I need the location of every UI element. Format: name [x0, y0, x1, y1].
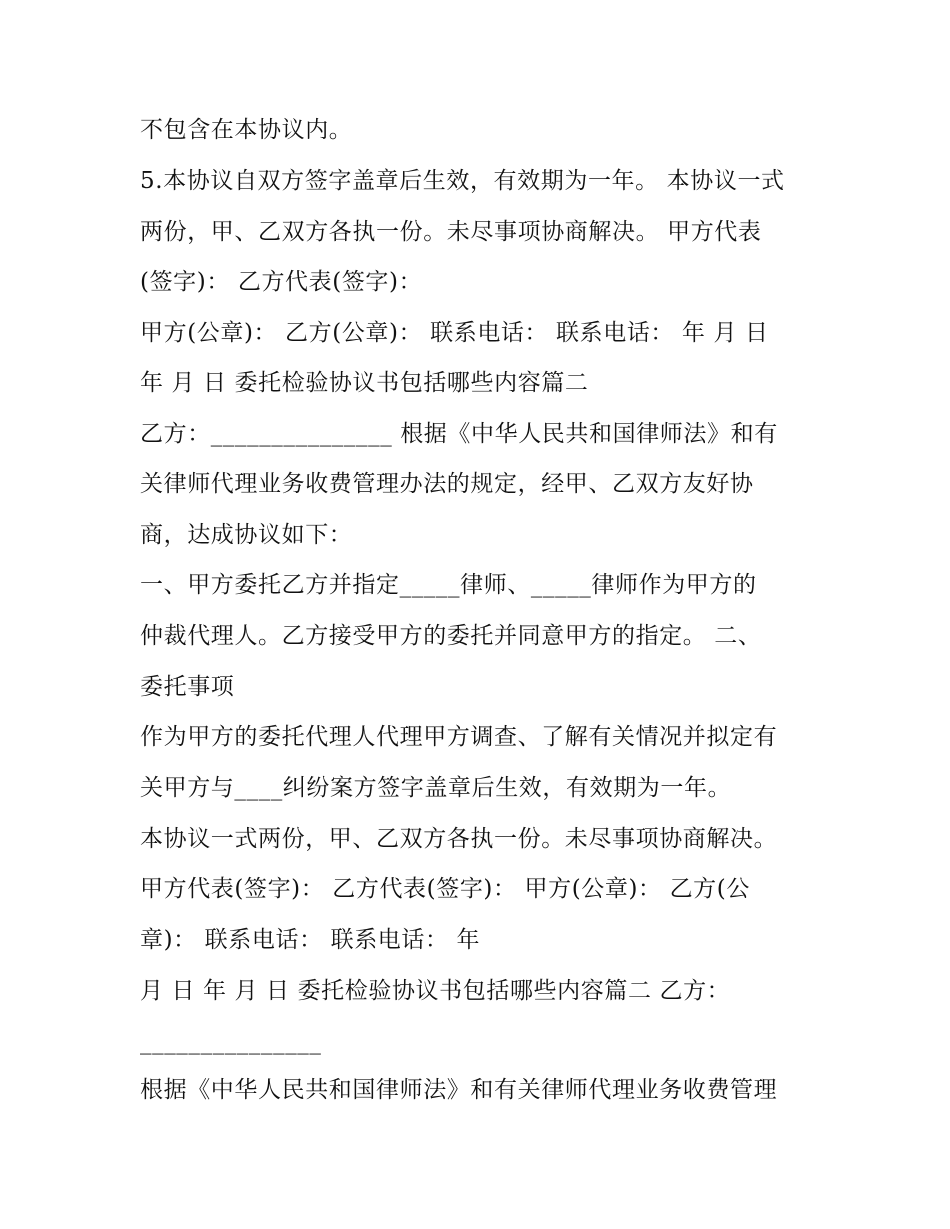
text-line: 关律师代理业务收费管理办法的规定，经甲、乙双方友好协 [140, 471, 754, 497]
text-line: 年 月 日 委托检验协议书包括哪些内容篇二 [140, 370, 589, 396]
text-line: (签字)： 乙方代表(签字)： [140, 269, 423, 295]
text-line: 乙方：_______________ 根据《中华人民共和国律师法》和有 [140, 421, 778, 447]
text-line: 两份，甲、乙双方各执一份。未尽事项协商解决。 甲方代表 [140, 219, 762, 245]
text-line: 甲方代表(签字)： 乙方代表(签字)： 甲方(公章)： 乙方(公 [140, 876, 750, 902]
text-line: _______________ [140, 1029, 322, 1055]
text-line: 不包含在本协议内。 [140, 117, 353, 143]
text-line: 商，达成协议如下： [140, 522, 353, 548]
text-line: 仲裁代理人。乙方接受甲方的委托并同意甲方的指定。 二、 [140, 623, 762, 649]
text-line: 关甲方与____纠纷案方签字盖章后生效，有效期为一年。 [140, 775, 732, 801]
text-line: 章)： 联系电话： 联系电话： 年 [140, 927, 481, 953]
text-line: 根据《中华人民共和国律师法》和有关律师代理业务收费管理 [140, 1077, 778, 1103]
text-line: 作为甲方的委托代理人代理甲方调查、了解有关情况并拟定有 [140, 724, 778, 750]
text-line: 委托事项 [140, 674, 235, 700]
text-line: 月 日 年 月 日 委托检验协议书包括哪些内容篇二 乙方： [140, 978, 731, 1004]
text-line: 本协议一式两份，甲、乙双方各执一份。未尽事项协商解决。 [140, 826, 778, 852]
text-line: 一、甲方委托乙方并指定_____律师、_____律师作为甲方的 [140, 572, 757, 598]
text-line: 5.本协议自双方签字盖章后生效，有效期为一年。 本协议一式 [140, 168, 785, 194]
text-line: 甲方(公章)： 乙方(公章)： 联系电话： 联系电话： 年 月 日 [140, 320, 769, 346]
